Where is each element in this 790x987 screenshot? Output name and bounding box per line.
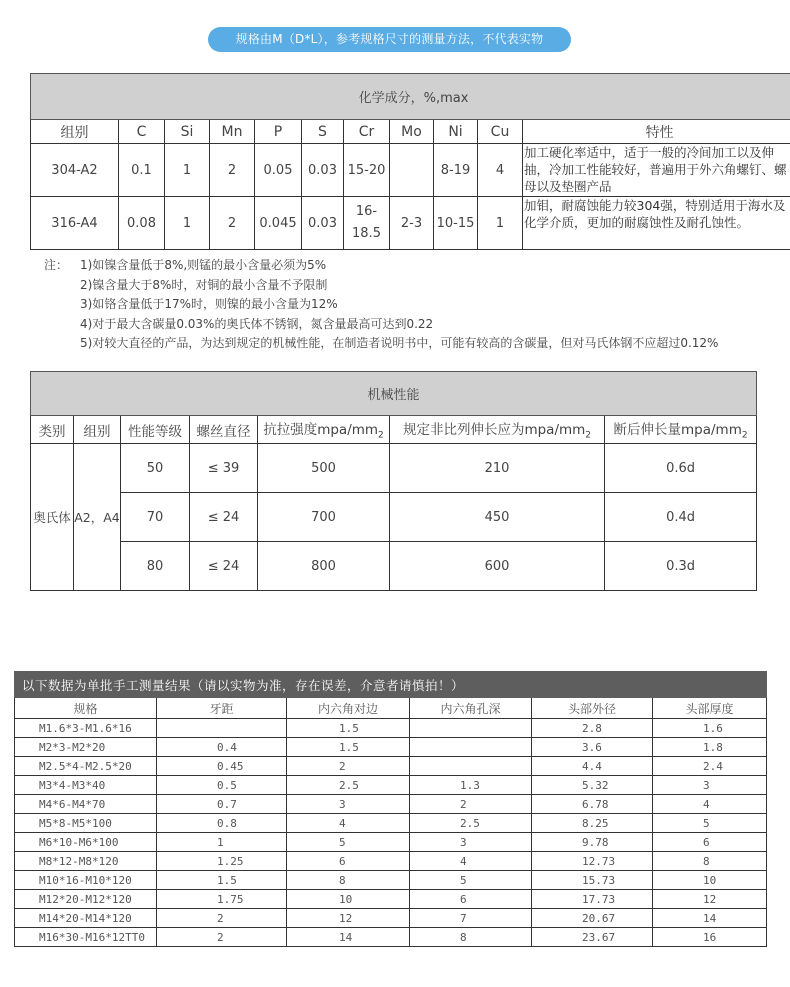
cell <box>410 719 532 738</box>
cell: M10*16-M10*120 <box>15 871 157 890</box>
cell: 1 <box>157 833 287 852</box>
subscript: 2 <box>585 430 592 441</box>
header-cell: Ni <box>434 120 478 144</box>
cell: ≤ 24 <box>190 493 258 542</box>
cell: M3*4-M3*40 <box>15 776 157 795</box>
cell: 8-19 <box>434 144 478 197</box>
cell: 4 <box>653 795 767 814</box>
header-cell: Mo <box>390 120 434 144</box>
table-row <box>15 871 767 890</box>
table-row <box>31 197 790 250</box>
chemical-composition-table <box>30 73 790 250</box>
table-row <box>15 757 767 776</box>
property-cell: 加钼，耐腐蚀能力较304强，特别适用于海水及化学介质，更加的耐腐蚀性及耐孔蚀性。 <box>523 197 790 250</box>
cell: 1.5 <box>287 719 410 738</box>
cell: 6 <box>410 890 532 909</box>
table-row <box>15 776 767 795</box>
cell: 2.5 <box>410 814 532 833</box>
cell: 0.7 <box>157 795 287 814</box>
cell <box>410 738 532 757</box>
cell: 8 <box>410 928 532 947</box>
cell: 5 <box>287 833 410 852</box>
header-cell: P <box>255 120 302 144</box>
cell: 4 <box>478 144 523 197</box>
cell: 10-15 <box>434 197 478 250</box>
cell: 2 <box>210 197 255 250</box>
cell: 7 <box>410 909 532 928</box>
category-cell: 奥氏体 <box>31 444 74 591</box>
cell: 1 <box>165 197 210 250</box>
cell: 20.67 <box>532 909 653 928</box>
cell: M14*20-M14*120 <box>15 909 157 928</box>
cell: 1.5 <box>287 738 410 757</box>
cell: 12 <box>653 890 767 909</box>
cell: 80 <box>121 542 190 591</box>
measurement-table <box>14 671 767 947</box>
cell: 800 <box>258 542 390 591</box>
table-row <box>15 909 767 928</box>
header-cell: 内六角孔深 <box>410 698 532 719</box>
header-cell: 牙距 <box>157 698 287 719</box>
header-cell: Mn <box>210 120 255 144</box>
note-item: 1)如镍含量低于8%,则锰的最小含量必须为5% <box>80 258 327 272</box>
cell: 700 <box>258 493 390 542</box>
cell: 0.45 <box>157 757 287 776</box>
cell: 0.03 <box>302 144 344 197</box>
cell: M6*10-M6*100 <box>15 833 157 852</box>
group-cell: 304-A2 <box>31 144 119 197</box>
cell: 500 <box>258 444 390 493</box>
notes-label: 注： <box>44 258 69 272</box>
cell: 10 <box>287 890 410 909</box>
cell: 16-18.5 <box>344 197 390 250</box>
header-text: 断后伸长量mpa/mm <box>613 422 742 439</box>
cell <box>410 757 532 776</box>
cell: 23.67 <box>532 928 653 947</box>
cell: 1.8 <box>653 738 767 757</box>
note-item: 3)如铬含量低于17%时，则镍的最小含量为12% <box>80 297 338 311</box>
table-row <box>31 144 790 197</box>
cell: 4 <box>410 852 532 871</box>
table-row <box>31 444 757 493</box>
cell: 0.05 <box>255 144 302 197</box>
cell: 8 <box>287 871 410 890</box>
group-cell: 316-A4 <box>31 197 119 250</box>
cell: 450 <box>390 493 605 542</box>
cell <box>390 144 434 197</box>
cell: 0.5 <box>157 776 287 795</box>
cell: 70 <box>121 493 190 542</box>
table-row <box>15 928 767 947</box>
cell: 210 <box>390 444 605 493</box>
cell: 1 <box>165 144 210 197</box>
cell: 600 <box>390 542 605 591</box>
cell: 16 <box>653 928 767 947</box>
cell: 17.73 <box>532 890 653 909</box>
cell: 9.78 <box>532 833 653 852</box>
cell: 50 <box>121 444 190 493</box>
cell: 3.6 <box>532 738 653 757</box>
header-text: 抗拉强度mpa/mm <box>263 422 379 439</box>
chemical-header-row <box>31 120 790 144</box>
cell: 1.5 <box>157 871 287 890</box>
cell: 0.8 <box>157 814 287 833</box>
header-cell: S <box>302 120 344 144</box>
header-cell: C <box>119 120 165 144</box>
cell: 0.03 <box>302 197 344 250</box>
table-row <box>15 852 767 871</box>
cell: M12*20-M12*120 <box>15 890 157 909</box>
cell: 2.4 <box>653 757 767 776</box>
cell: 2.5 <box>287 776 410 795</box>
header-cell <box>605 416 757 444</box>
note-item: 2)镍含量大于8%时，对铜的最小含量不予限制 <box>80 277 328 292</box>
table-row <box>15 814 767 833</box>
header-cell: 组别 <box>31 120 119 144</box>
table-row <box>15 738 767 757</box>
cell: 15-20 <box>344 144 390 197</box>
table-row <box>15 833 767 852</box>
cell: 12 <box>287 909 410 928</box>
chemical-table-title: 化学成分，%,max <box>31 74 790 120</box>
header-cell: 特性 <box>523 120 790 144</box>
cell: 6 <box>287 852 410 871</box>
cell: 15.73 <box>532 871 653 890</box>
table-row <box>15 795 767 814</box>
table-row <box>15 719 767 738</box>
header-cell: Si <box>165 120 210 144</box>
cell: 3 <box>287 795 410 814</box>
cell: 10 <box>653 871 767 890</box>
cell: 0.1 <box>119 144 165 197</box>
cell: 0.045 <box>255 197 302 250</box>
cell: 1.25 <box>157 852 287 871</box>
table-row <box>31 493 757 542</box>
cell: 0.3d <box>605 542 757 591</box>
cell: 14 <box>287 928 410 947</box>
spec-banner: 规格由M（D*L），参考规格尺寸的测量方法，不代表实物 <box>208 27 571 52</box>
header-cell: Cr <box>344 120 390 144</box>
cell: 0.08 <box>119 197 165 250</box>
cell: 3 <box>653 776 767 795</box>
header-cell: 头部外径 <box>532 698 653 719</box>
cell: 0.4 <box>157 738 287 757</box>
mechanical-properties-table <box>30 371 757 591</box>
note-item: 4)对于最大含碳量0.03%的奥氏体不锈钢，氮含量最高可达到0.22 <box>80 316 434 331</box>
cell: 2.8 <box>532 719 653 738</box>
cell: 1.3 <box>410 776 532 795</box>
header-cell <box>258 416 390 444</box>
cell: 1.6 <box>653 719 767 738</box>
cell: 5 <box>653 814 767 833</box>
cell: 2 <box>157 909 287 928</box>
cell: 5 <box>410 871 532 890</box>
cell: 2 <box>287 757 410 776</box>
note-item: 5)对较大直径的产品，为达到规定的机械性能，在制造者说明书中，可能有较高的含碳量，但对马氏体钢不应超过0.12% <box>80 336 719 350</box>
cell: ≤ 39 <box>190 444 258 493</box>
cell <box>157 719 287 738</box>
header-cell: 头部厚度 <box>653 698 767 719</box>
cell: 1.75 <box>157 890 287 909</box>
table-row <box>15 890 767 909</box>
property-cell: 加工硬化率适中，适于一般的冷间加工以及伸抽，冷加工性能较好，普遍用于外六角螺钉、螺母以及垫圈产品 <box>523 144 790 197</box>
table-row <box>31 542 757 591</box>
cell: 8 <box>653 852 767 871</box>
cell: 2 <box>210 144 255 197</box>
subscript: 2 <box>741 430 748 441</box>
cell: 5.32 <box>532 776 653 795</box>
cell: M2*3-M2*20 <box>15 738 157 757</box>
header-cell <box>390 416 605 444</box>
cell: 1 <box>478 197 523 250</box>
cell: 2 <box>157 928 287 947</box>
mechanical-table-title: 机械性能 <box>31 372 757 416</box>
header-cell: 性能等级 <box>121 416 190 444</box>
cell: 0.6d <box>605 444 757 493</box>
group-cell: A2，A4 <box>74 444 121 591</box>
header-cell: 螺丝直径 <box>190 416 258 444</box>
cell: 6.78 <box>532 795 653 814</box>
cell: M2.5*4-M2.5*20 <box>15 757 157 776</box>
header-cell: 组别 <box>74 416 121 444</box>
cell: M16*30-M16*12TT0 <box>15 928 157 947</box>
header-cell: 类别 <box>31 416 74 444</box>
subscript: 2 <box>378 430 384 441</box>
header-cell: Cu <box>478 120 523 144</box>
cell: 4.4 <box>532 757 653 776</box>
header-text: 规定非比列伸长应为mpa/mm <box>402 422 586 439</box>
cell: 0.4d <box>605 493 757 542</box>
header-cell: 规格 <box>15 698 157 719</box>
cell: M4*6-M4*70 <box>15 795 157 814</box>
cell: 2-3 <box>390 197 434 250</box>
measurement-table-title: 以下数据为单批手工测量结果（请以实物为准，存在误差，介意者请慎拍！） <box>15 672 767 698</box>
cell: 4 <box>287 814 410 833</box>
cell: 14 <box>653 909 767 928</box>
mechanical-header-row <box>31 416 757 444</box>
cell: M8*12-M8*120 <box>15 852 157 871</box>
cell: 8.25 <box>532 814 653 833</box>
cell: M5*8-M5*100 <box>15 814 157 833</box>
header-cell: 内六角对边 <box>287 698 410 719</box>
cell: 6 <box>653 833 767 852</box>
cell: ≤ 24 <box>190 542 258 591</box>
cell: 12.73 <box>532 852 653 871</box>
cell: 3 <box>410 833 532 852</box>
measurement-header-row <box>15 698 767 719</box>
cell: M1.6*3-M1.6*16 <box>15 719 157 738</box>
cell: 2 <box>410 795 532 814</box>
